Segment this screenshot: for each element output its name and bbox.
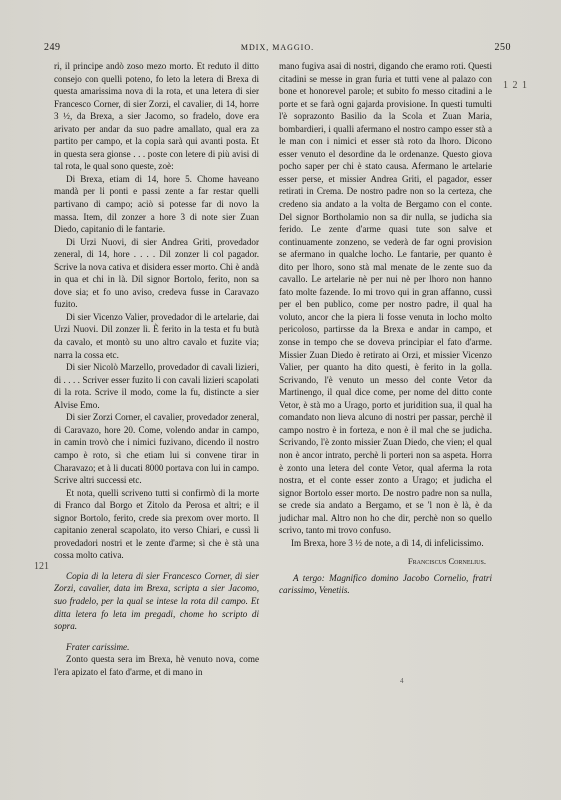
right-page-number: 250 [494, 42, 511, 53]
paragraph: Copia di la letera di sier Francesco Corner, di sier Zorzi, cavalier, data im Brexa, scripta a sier Jacomo, suo fradelo, per la qual se intese la rota dil campo. Et ditta letera fo leta im pregadi, chome ho scripto di sopra. [54, 570, 259, 632]
running-title: MDIX, MAGGIO. [240, 43, 315, 52]
left-margin-number: 121 [34, 561, 49, 572]
salutation: Frater carissime. [66, 641, 130, 652]
left-page-number: 249 [44, 42, 61, 53]
paragraph-gap [54, 633, 259, 641]
paragraph-gap [54, 562, 259, 570]
address-note: A tergo: Magnifico domino Jacobo Cornelio, fratri carissimo, Venetiis. [279, 572, 492, 596]
footer-mark: 4 [400, 677, 404, 685]
paragraph: Di sier Nicolò Marzello, provedador di cavali lizieri, di . . . . Scriver esser fuzito li con cavali lizieri scapolati di la rota. Scrive il modo, come la fu, distincte a sier Alvise Emo. [54, 362, 259, 410]
left-text-column [54, 60, 259, 678]
paragraph: Di sier Vicenzo Valier, provedador di le artelarie, dai Urzi Nuovi. Dil zonzer lì. È ferito in la testa et fu butà da cavalo, et montò su uno altro cavalo et fuzite via; narra la cossa etc. [54, 311, 259, 360]
paragraph: Et nota, quelli scriveno tutti si confirmò di la morte di Franco dal Borgo et Zitolo da Perosa et altri; e il signor Bortolo, ferito, crede sia prexom over morto. Il capitanio zeneral scapolato, ito verso Chiari, e cussì li provedadori nostri et le zente d'arme; sì che è stà una cossa molto cativa. [54, 487, 259, 561]
right-margin-number: 1 2 1 [503, 80, 528, 91]
signature: Franciscus Cornelius. [407, 556, 486, 567]
paragraph: Im Brexa, hore 3 ½ de note, a dì 14, di infelicissimo. [291, 537, 484, 548]
paragraph: ri, il principe andò zoso mezo morto. Et reduto il ditto consejo con quelli poteno, fo leto la letera di Brexa di questa amarissima nova di la rota, et una letera di sier Francesco Corner, di sier Zorzi, el cavalier, di 14, horre 3 ½, da Brexa, a sier Jacomo, so fradelo, dove era arivato per andar da suo padre amallato, qual era za partito per campo, et la copia sarà qui avanti posta. Et in questa sera gionse . . . poste con letere di più avisi di tal rota, le qual sono queste, zoè: [54, 61, 259, 172]
paragraph: Di sier Zorzi Corner, el cavalier, provedador zeneral, di Caravazo, hore 20. Come, volendo andar in campo, in camin trovò che i nimici fuzivano, dicendo il nostro campo è roto, sì che etiam lui si convene tirar in Charavazo; et à li ducati 8000 portava con lui in campo. Scrive altri successi etc. [54, 412, 259, 486]
running-header [44, 42, 511, 56]
right-text-column [279, 60, 492, 597]
paragraph: Di Urzi Nuovi, di sier Andrea Griti, provedador zeneral, di 14, hore . . . . Dil zonzer li col pagador. Scrive la nova cativa et disidera esser morto. Chi è andà in qua et chi in là. Dil signor Bortolo, ferito, non sa dove sia; et fo uno aviso, credeva fusse in Caravazo fuzito. [54, 236, 259, 310]
paragraph: mano fugiva asai di nostri, digando che eramo roti. Questi citadini se messe in gran furia et tutti vene al palazo con bone et honorevel parole; et subito fo messo citadini a le porte et se farà ogni gajarda provisione. In questi tumulti l'è soprazonto Basilio da la Scola et Zuan Maria, bombardieri, i qualli afermano el nostro campo esser stà a le man con i nimici et esser stà roto da lhoro. Dicono esser venuto el desordine da le ordenanze. Questo giova pocho saper per chi è stato causa. Afermano le artelarie esser perse, et missier Andrea Griti, el pagador, esser retirati in Crema. De nostro padre non so la certeza, che credeno sia andato a la volta de Bergamo con el conte. Del signor Bortholamio non sa dir nulla, se judicha sia ferido. Le zente d'arme quasi tute son salve et continuamente zonzeno, se vederà de far ogni provision se afermano in qualche locho. Le fantarie, per quanto è dito per lhoro, sono stà mal menate de le zente suo da cavallo. Le artelarie nè per nui nè per lhoro non hanno fato molte fazende. Io mi trovo qui in gran affanno, cussì per el ben publico, come per nostro padre, il qual ha voluto, ancor che la piera li fosse venuta in locho molto pericoloso, partirsse da la Brexa e andar in campo, et zonse in tempo che se doveva principiar el fato d'arme. Missier Zuan Diedo è retirato ai Orzi, et missier Vicenzo Valier, per quanto ha dito questi, è ferito in la golla. Scrivando, l'è venuto un messo del conte Vetor da Martinengo, il qual dice come, per nome del ditto conte Vetor, è stà mo a Urago, porto et juridition sua, il qual ha comandato non lieva alcuno di nostri per passar, perchè il campo nostro è in forteza, e non è il mal che se judicha. Scrivando, l'è zonto missier Zuan Diedo, che vien; el qual non è ancor intrato, perchè li porteri non sa aspeta. Horra è zonto una letera del conte Vetor, qual aferma la rota nostra, et el conte esser zonto a Urago; et judicha el signor Bortolo esser morto. De nostro padre non sa nulla, se crede sia andato a Bergamo, et se 'l non è là, è da judichar mal. Altro non ho che dir, perchè non so quello scrivo, tanto mi trovo confuso. [279, 61, 492, 536]
paragraph: Zonto questa sera im Brexa, hè venuto nova, come l'era apizato el fato d'arme, et di mano in [54, 654, 259, 677]
paragraph: Di Brexa, etiam di 14, hore 5. Chome haveano mandà per li ponti e passi zente a far restar quelli partivano di campo; aciò si potesse far di novo la massa. Item, dil zonzer a hore 3 di note sier Zuan Diedo, capitanio di le fantarie. [54, 173, 259, 235]
